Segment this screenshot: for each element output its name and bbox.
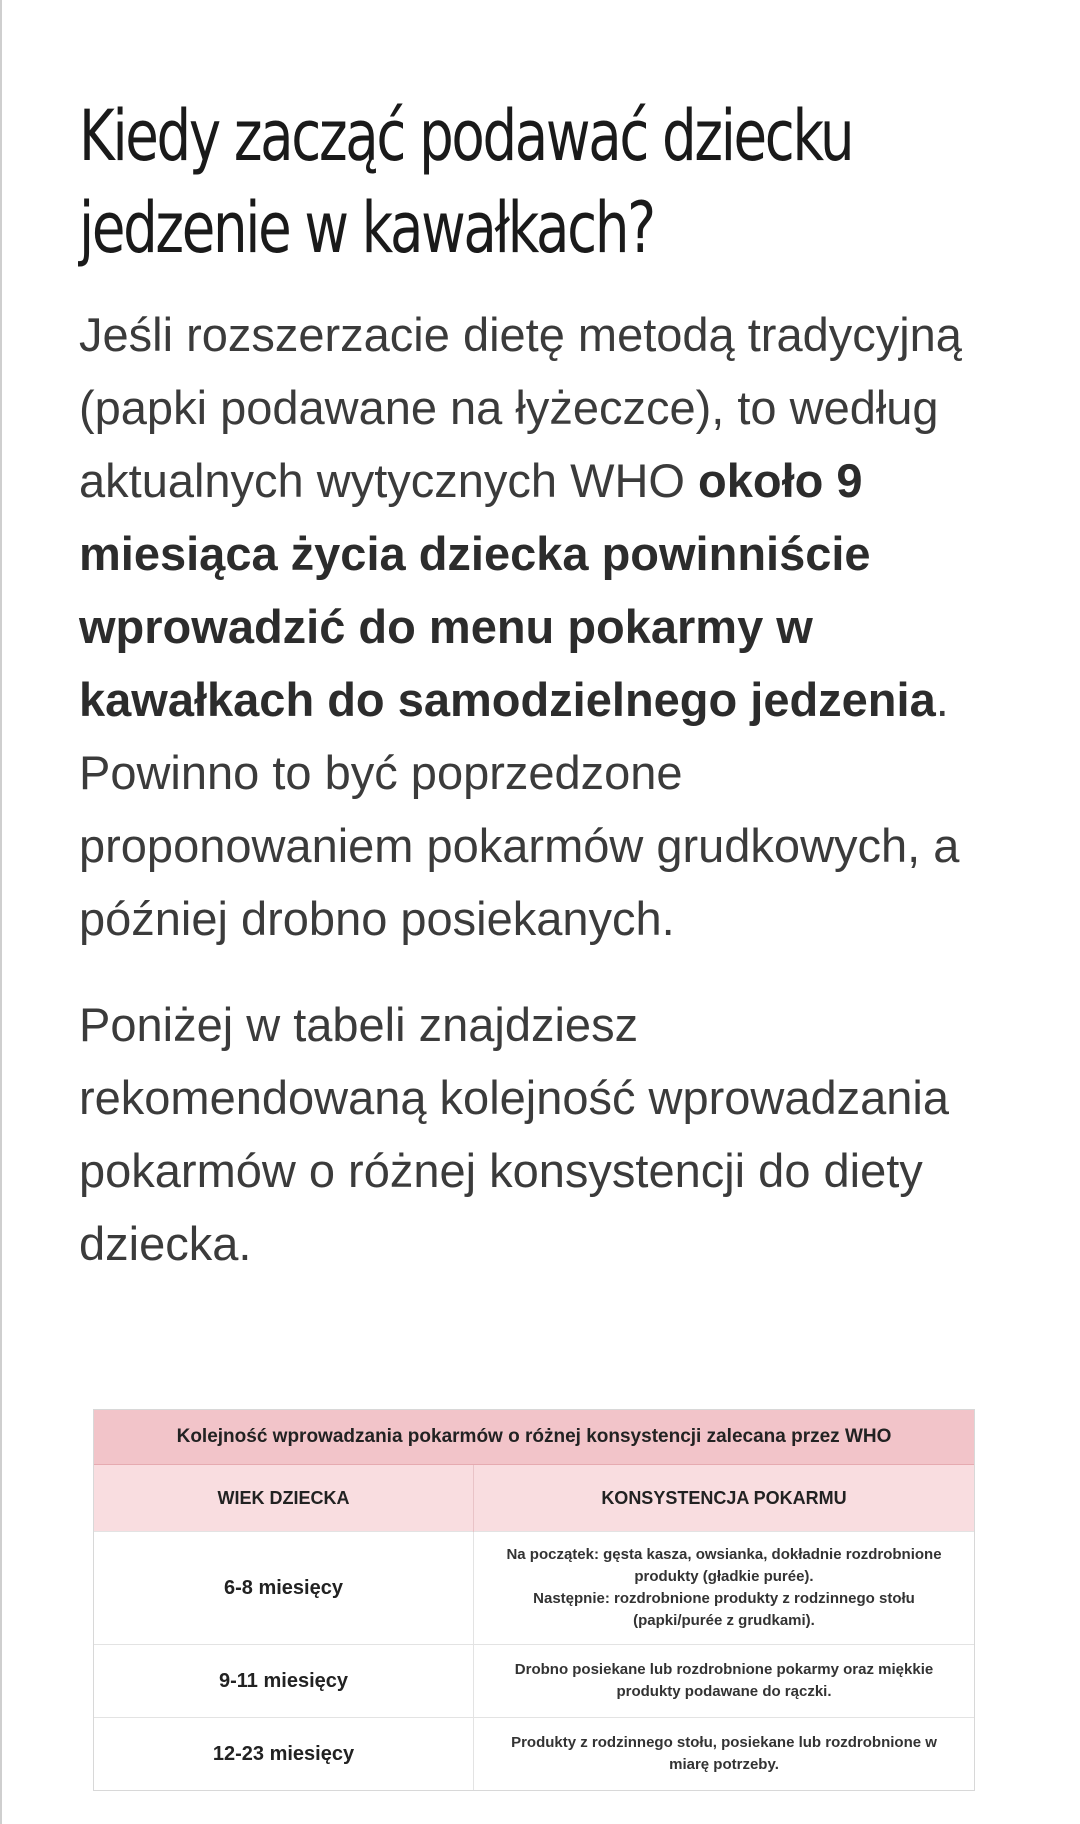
article-paragraph-1	[79, 298, 979, 955]
consistency-text: Na początek: gęsta kasza, owsianka, dokładnie rozdrobnione produkty (gładkie purée).	[506, 1546, 942, 1585]
table-cell-consistency	[474, 1645, 975, 1718]
table-cell-consistency	[474, 1718, 975, 1791]
table-header-consistency: KONSYSTENCJA POKARMU	[474, 1465, 975, 1532]
who-consistency-table	[93, 1409, 975, 1791]
table-cell-age: 12-23 miesięcy	[94, 1718, 474, 1791]
article-paragraph-2: Poniżej w tabeli znajdziesz rekomendowaną kolejność wprowadzania pokarmów o różnej konsystencji do diety dziecka.	[79, 998, 950, 1270]
table-cell-age: 6-8 miesięcy	[94, 1532, 474, 1645]
paragraph-1-text-after: . Powinno to być poprzedzone proponowaniem pokarmów grudkowych, a później drobno posiekanych.	[79, 673, 960, 945]
paragraph-1-bold-text: około 9 miesiąca życia dziecka powinniście wprowadzić do menu pokarmy w kawałkach do samodzielnego jedzenia	[79, 454, 936, 726]
table-cell-consistency	[474, 1532, 975, 1645]
table-row	[94, 1532, 974, 1645]
table-row	[94, 1718, 974, 1791]
article-heading-line1: Kiedy zacząć podawać dziecku	[79, 95, 853, 177]
page-left-border	[0, 0, 2, 1824]
paragraph-1-text-before: Jeśli rozszerzacie dietę metodą tradycyjną (papki podawane na łyżeczce), to według aktualnych wytycznych WHO	[79, 308, 962, 507]
consistency-text: Następnie: rozdrobnione produkty z rodzinnego stołu (papki/purée z grudkami).	[533, 1590, 915, 1629]
consistency-text: Drobno posiekane lub rozdrobnione pokarmy oraz miękkie produkty podawane do rączki.	[514, 1661, 934, 1700]
article-heading-line2: jedzenie w kawałkach?	[79, 187, 654, 269]
table-header-age: WIEK DZIECKA	[94, 1465, 474, 1532]
consistency-text: Produkty z rodzinnego stołu, posiekane lub rozdrobnione w miarę potrzeby.	[511, 1734, 937, 1773]
article-heading	[79, 90, 976, 274]
table-caption: Kolejność wprowadzania pokarmów o różnej konsystencji zalecana przez WHO	[94, 1410, 974, 1465]
table-cell-age: 9-11 miesięcy	[94, 1645, 474, 1718]
table-row	[94, 1645, 974, 1718]
article	[79, 90, 979, 1313]
